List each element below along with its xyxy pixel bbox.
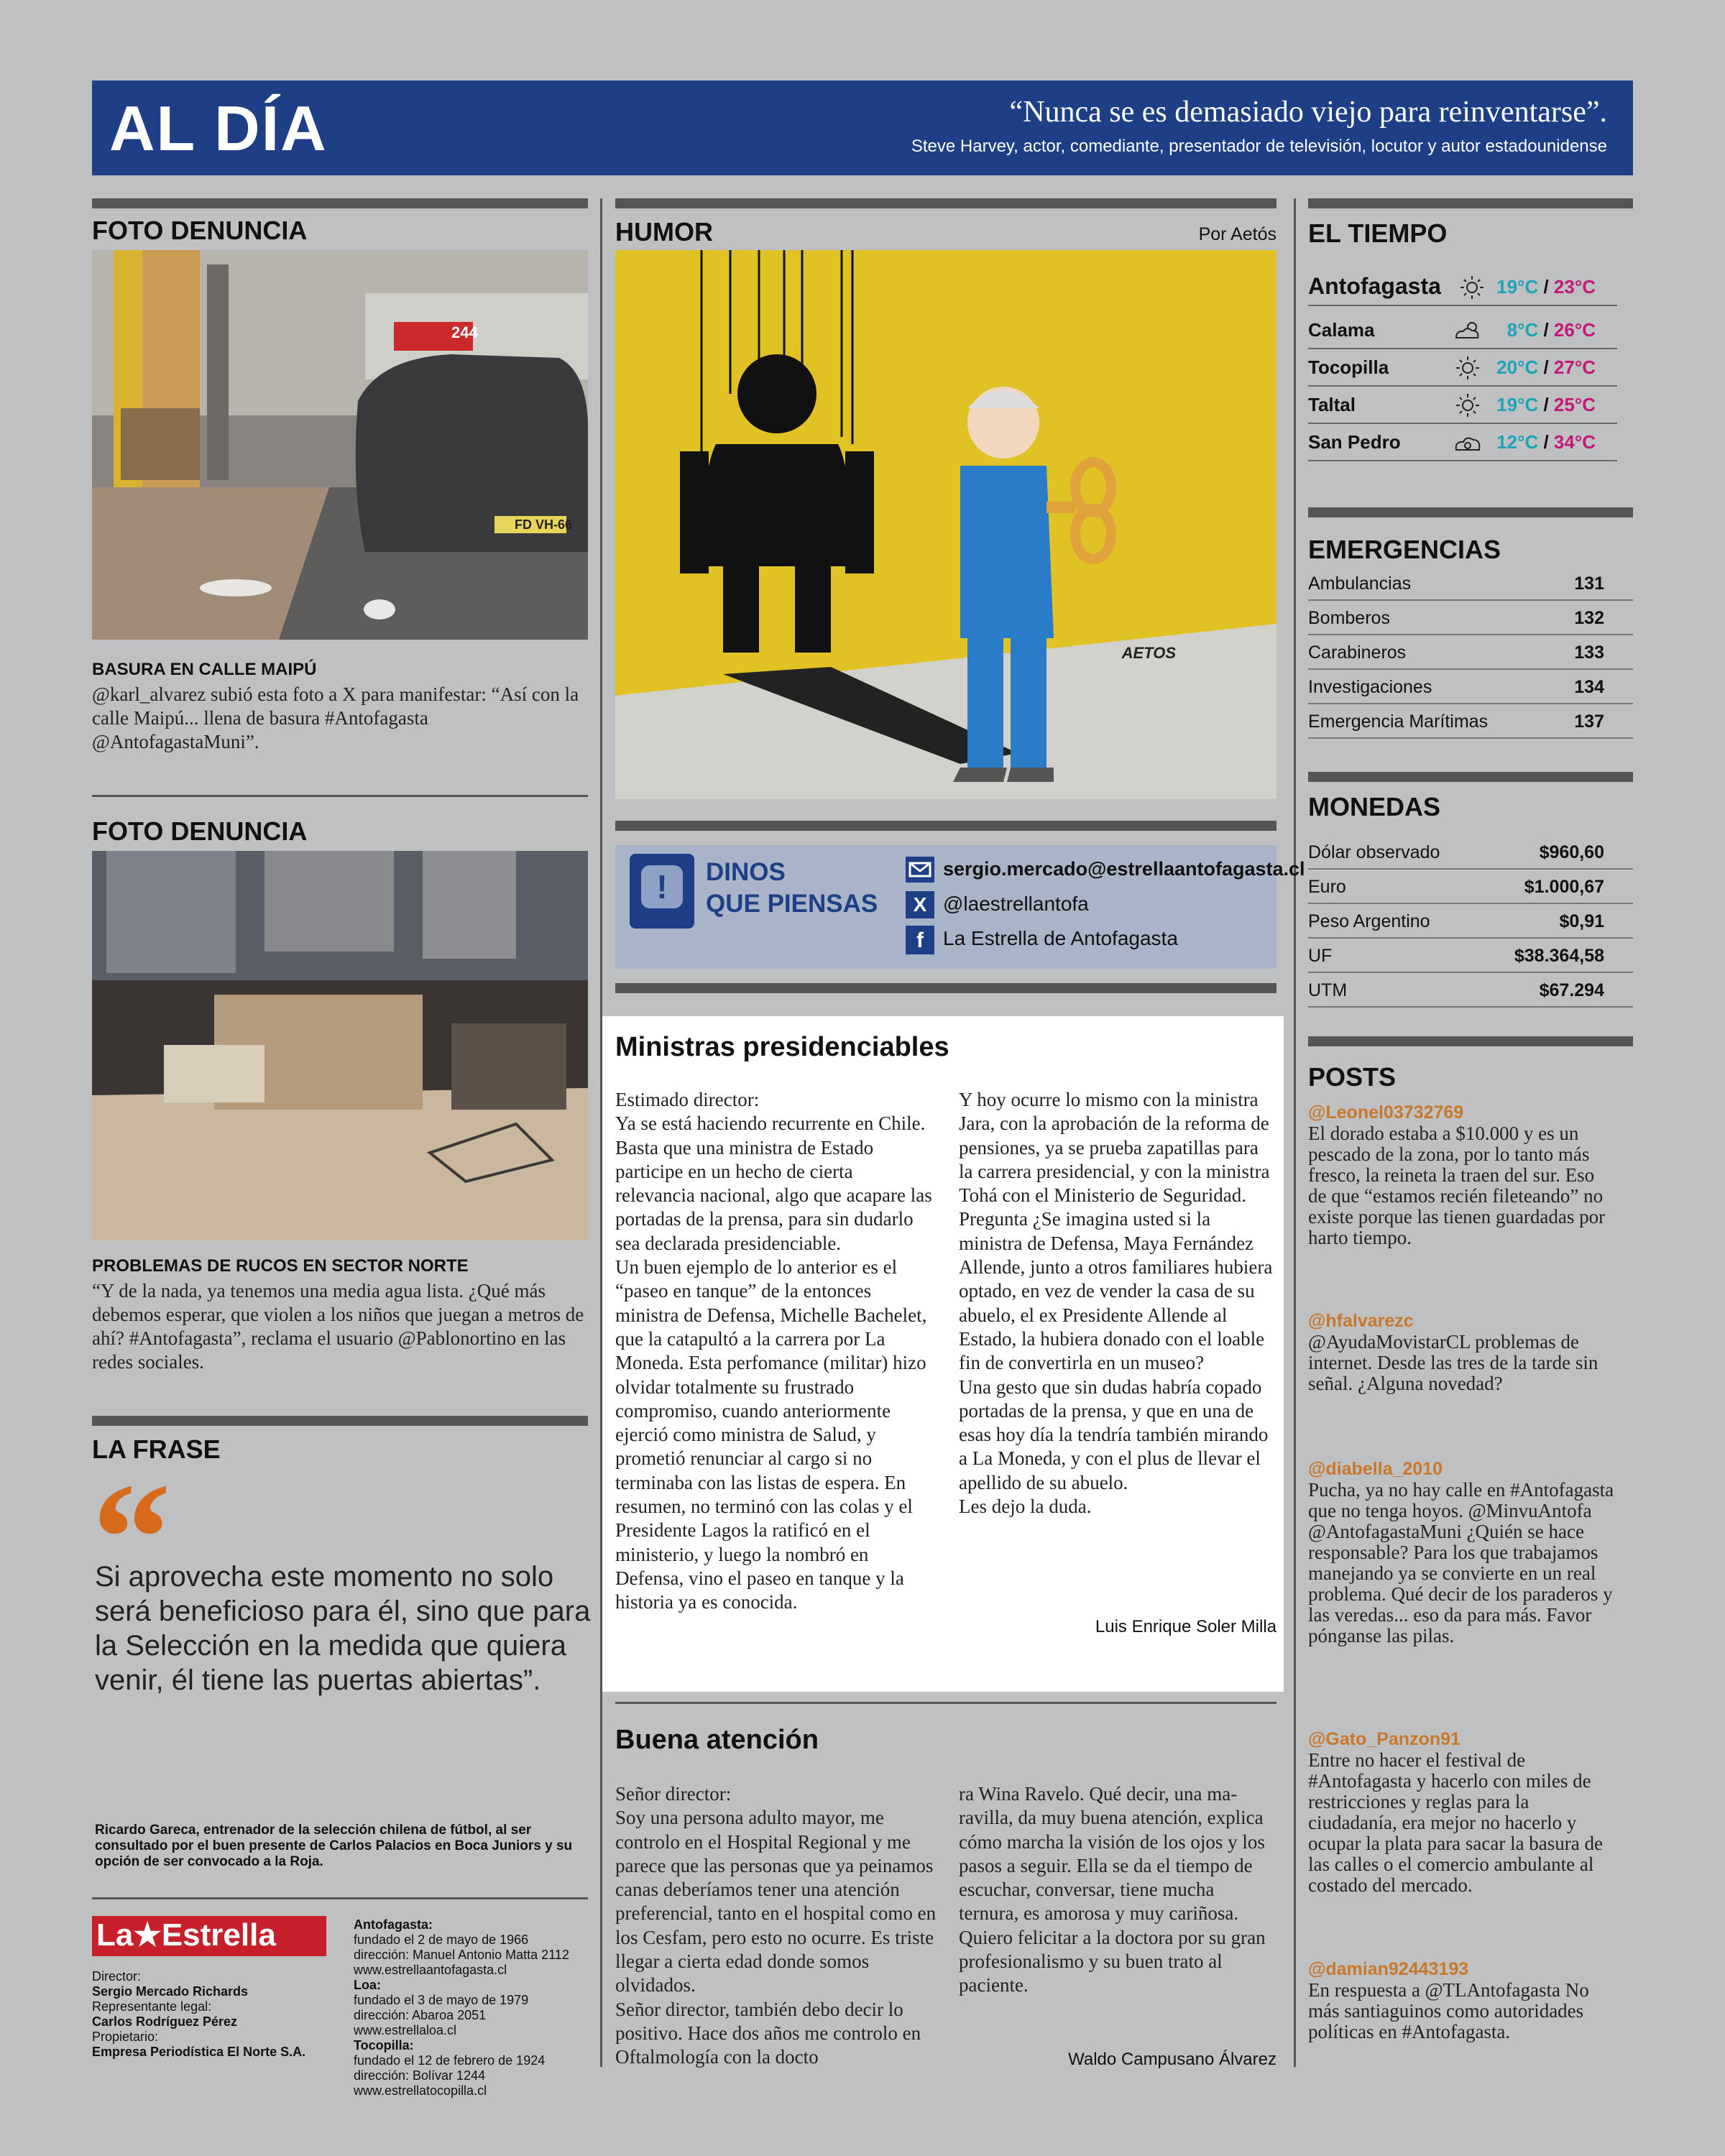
emergency-number: 137 xyxy=(1574,711,1604,732)
edition-founded: fundado el 12 de febrero de 1924 xyxy=(354,2053,546,2068)
humor-byline: Por Aetós xyxy=(1198,224,1276,244)
letter-1-column-2 xyxy=(959,1088,1276,1519)
emergency-number: 134 xyxy=(1574,677,1604,697)
temp-separator: / xyxy=(1538,319,1554,341)
post-item xyxy=(1308,1102,1617,1248)
letter-2-paragraph: ra Wina Ravelo. Qué decir, una maravilla, da muy buena atención, explica cómo marcha la visión de los ojos y los pasos a seguir. Ella se da el tiempo de escuchar, conversar, tiene mucha ternura, es amorosa y muy cariñosa. xyxy=(959,1783,1265,1925)
sun-icon xyxy=(1452,355,1484,381)
divider xyxy=(92,1897,588,1899)
weather-city: Antofagasta xyxy=(1308,273,1441,299)
edition-address: dirección: Manuel Antonio Matta 2112 xyxy=(354,1948,569,1962)
sun-icon xyxy=(1452,392,1484,418)
currency-row xyxy=(1308,904,1633,939)
edition-city: Loa: xyxy=(354,1978,381,1992)
legal-name: Carlos Rodríguez Pérez xyxy=(92,2014,238,2029)
post-text: Pucha, ya no hay calle en #Antofagasta que no tenga hoyos. @MinvuAntofa @AntofagastaMuni ¿Quién se hace responsable? Para los que trabajamos manejando ya se convierte en un real problema. Qué decir de los paraderos y las veredas... eso da para más. Favor pónganse las pilas. xyxy=(1308,1479,1614,1646)
emergency-row xyxy=(1308,704,1633,739)
colophon-staff xyxy=(92,1969,329,2060)
letter-2-paragraph: Soy una persona adulto mayor, me controlo en el Hospital Regional y me parece que las personas que ya peinamos canas deberíamos tener una atención preferencial, tanto en el hospital como en los Cesfam, pero esto no ocurre. Es triste llegar a cierta edad donde somos olvidados. xyxy=(615,1807,937,1996)
cloud-icon xyxy=(1452,430,1484,456)
post-text: Entre no hacer el festival de #Antofagasta y hacerlo con miles de restricciones y reglas para la ciudadanía, era mejor no hacerlo y ocupar la plata para sacar la basura de las calles o el comercio ambulante al costado del mercado. xyxy=(1308,1749,1604,1896)
currency-label: Dólar observado xyxy=(1308,842,1440,862)
edition-tocopilla xyxy=(354,2038,591,2099)
post-item xyxy=(1308,1959,1617,2042)
newspaper-logo xyxy=(92,1916,326,1956)
post-text: El dorado estaba a $10.000 y es un pescado de la zona, por lo tanto más fresco, la reineta la traen del sur. Eso de que “estamos recién fileteando” no existe porque las tienen guardadas por harto tiempo. xyxy=(1308,1123,1606,1248)
facebook-icon: f xyxy=(906,926,934,954)
contact-label-line2: QUE PIENSAS xyxy=(706,890,878,918)
emergency-label: Ambulancias xyxy=(1308,573,1412,594)
letter-1-closing: Les dejo la duda. xyxy=(959,1496,1092,1518)
section-rule xyxy=(615,821,1276,831)
logo-text-la: La xyxy=(96,1917,134,1953)
column-divider xyxy=(1294,198,1296,2067)
letter-1-salutation: Estimado director: xyxy=(615,1089,760,1110)
x-logo-icon: X xyxy=(906,891,934,918)
emergency-row xyxy=(1308,566,1633,601)
header-quote: “Nunca se es demasiado viejo para reinventarse”. xyxy=(1009,96,1607,129)
photo-report-1-title: BASURA EN CALLE MAIPÚ xyxy=(92,660,317,679)
header-quote-author: Steve Harvey, actor, comediante, presentador de televisión, locutor y autor estadounidense xyxy=(911,137,1607,156)
letter-1-paragraph: Y hoy ocurre lo mismo con la ministra Jara, con la aprobación de la reforma de pensiones, ya se prueba zapatillas para la carrera presidencial, y con la ministra Tohá con el Ministerio de Seguridad. xyxy=(959,1089,1270,1207)
cartoonist-signature: AETOS xyxy=(1121,644,1176,662)
currency-row xyxy=(1308,835,1633,870)
section-rule xyxy=(615,983,1276,993)
temp-min: 19°C xyxy=(1496,276,1539,298)
sun-icon xyxy=(1456,275,1488,300)
post-handle[interactable]: @hfalvarezc xyxy=(1308,1311,1414,1331)
temp-separator: / xyxy=(1538,431,1554,453)
quote-mark-icon: “ xyxy=(92,1450,171,1626)
letter-1-paragraph: Ya se está haciendo recurrente en Chile. Basta que una ministra de Estado participe en un hecho de cierta relevancia nacional, algo que acapare las portadas de la prensa, para sin dudarlo sea declarada presidenciable. xyxy=(615,1112,932,1254)
currency-label: Peso Argentino xyxy=(1308,911,1430,931)
post-text: @AyudaMovistarCL problemas de internet. Desde las tres de la tarde sin señal. ¿Alguna novedad? xyxy=(1308,1331,1598,1394)
quote-heading: LA FRASE xyxy=(92,1434,221,1464)
post-handle[interactable]: @Gato_Panzon91 xyxy=(1308,1729,1460,1749)
letter-2-column-1 xyxy=(615,1782,937,2070)
contact-box xyxy=(615,845,1305,969)
weather-city: Tocopilla xyxy=(1308,356,1389,378)
post-item xyxy=(1308,1311,1617,1394)
cartoon-illustration xyxy=(615,250,1276,799)
divider xyxy=(615,1702,1276,1704)
temp-max: 34°C xyxy=(1553,431,1596,453)
temp-max: 25°C xyxy=(1553,394,1596,415)
owner-label: Propietario: xyxy=(92,2030,159,2044)
weather-row xyxy=(1308,313,1617,349)
contact-x-handle[interactable]: @laestrellantofa xyxy=(943,893,1089,915)
post-handle[interactable]: @Leonel03732769 xyxy=(1308,1102,1464,1123)
edition-address: dirección: Abaroa 2051 xyxy=(354,2008,487,2022)
letter-1-signature: Luis Enrique Soler Milla xyxy=(1095,1617,1276,1636)
post-text: En respuesta a @TLAntofagasta No más santiaguinos como autoridades políticas en #Antofagasta. xyxy=(1308,1979,1589,2042)
letter-2-column-2 xyxy=(959,1782,1276,1998)
contact-facebook[interactable]: La Estrella de Antofagasta xyxy=(943,927,1178,949)
star-icon: ★ xyxy=(133,1917,162,1953)
speech-bubble-icon: ! xyxy=(630,854,694,929)
section-header xyxy=(92,80,1633,175)
edition-city: Antofagasta: xyxy=(354,1917,433,1932)
currency-value: $960,60 xyxy=(1539,842,1604,862)
temp-min: 12°C xyxy=(1496,431,1539,453)
post-handle[interactable]: @diabella_2010 xyxy=(1308,1459,1443,1479)
weather-city: Calama xyxy=(1308,319,1375,341)
photo-report-2-heading: FOTO DENUNCIA xyxy=(92,816,308,846)
emergency-label: Carabineros xyxy=(1308,642,1407,663)
edition-city: Tocopilla: xyxy=(354,2038,414,2053)
edition-founded: fundado el 3 de mayo de 1979 xyxy=(354,1993,529,2007)
post-handle[interactable]: @damian92443193 xyxy=(1308,1959,1469,1979)
temp-separator: / xyxy=(1538,394,1554,415)
currency-row xyxy=(1308,939,1633,973)
section-rule xyxy=(1308,1036,1633,1046)
quote-attribution: Ricardo Gareca, entrenador de la selección chilena de fútbol, al ser consultado por el buen presente de Carlos Palacios en Boca Juniors y su opción de ser convocado a la Roja. xyxy=(95,1823,573,1869)
currency-label: UTM xyxy=(1308,980,1348,1000)
legal-label: Representante legal: xyxy=(92,1999,212,2014)
photo-report-1-heading: FOTO DENUNCIA xyxy=(92,216,308,245)
emergencies-heading: EMERGENCIAS xyxy=(1308,535,1501,564)
license-plate: FD VH-66 xyxy=(515,517,573,532)
photo-report-1-text: @karl_alvarez subió esta foto a X para manifestar: “Así con la calle Maipú... llena de basura #Antofagasta @AntofagastaMuni”. xyxy=(92,683,579,752)
letter-1-paragraph: Un buen ejemplo de lo anterior es el “paseo en tanque” de la entonces ministra de Defensa, Michelle Bachelet, que la catapultó a la carrera por La Moneda. Esta perfomance (militar) hizo olvidar totalmente su frustrado compromiso, cuando anteriormente ejerció como ministra de Salud, y prometió renunciar al cargo si no terminaba con las listas de espera. En resumen, no terminó con las colas y el Presidente Lagos la ratificó en el ministerio, y luego la nombró en Defensa, vino el paseo en tanque y la historia ya es conocida. xyxy=(615,1256,927,1613)
temp-max: 26°C xyxy=(1553,319,1596,341)
weather-row xyxy=(1308,270,1617,306)
emergency-row xyxy=(1308,670,1633,704)
photo-shack xyxy=(92,851,588,1240)
edition-loa xyxy=(354,1978,591,2038)
currency-row xyxy=(1308,973,1633,1008)
taxi-sign-number: 244 xyxy=(451,323,478,341)
emergency-number: 131 xyxy=(1574,573,1604,594)
section-rule xyxy=(1308,772,1633,782)
letter-2-paragraph: Quiero felicitar a la doctora por su gran profesionalismo y su buen trato al paciente. xyxy=(959,1926,1266,1996)
post-item xyxy=(1308,1729,1617,1896)
humor-heading: HUMOR xyxy=(615,217,713,247)
emergency-number: 132 xyxy=(1574,608,1604,628)
photo-report-2-title: PROBLEMAS DE RUCOS EN SECTOR NORTE xyxy=(92,1256,469,1276)
letter-2-title: Buena atención xyxy=(615,1725,819,1755)
email-icon xyxy=(906,857,934,883)
edition-web[interactable]: www.estrellaantofagasta.cl xyxy=(354,1963,507,1977)
colophon-editions xyxy=(354,1917,591,2099)
emergency-label: Bomberos xyxy=(1308,608,1390,628)
post-item xyxy=(1308,1459,1617,1646)
photo-report-2-text: “Y de la nada, ya tenemos una media agua lista. ¿Qué más debemos esperar, que violen a los niños que juegan a metros de ahí? #Antofagasta”, reclama el usuario @Pablonortino en las redes sociales. xyxy=(92,1280,584,1373)
temp-min: 8°C xyxy=(1506,319,1539,341)
divider xyxy=(92,795,588,797)
section-rule xyxy=(1308,198,1633,208)
edition-antofagasta xyxy=(354,1917,591,1978)
currency-row xyxy=(1308,870,1633,904)
letter-1-title: Ministras presidenciables xyxy=(615,1032,949,1062)
weather-row xyxy=(1308,425,1617,461)
currency-value: $1.000,67 xyxy=(1524,877,1604,897)
currency-value: $0,91 xyxy=(1559,911,1604,931)
section-name: AL DÍA xyxy=(109,93,328,164)
cloud-sun-icon xyxy=(1452,318,1484,344)
section-rule xyxy=(1308,507,1633,517)
section-rule xyxy=(92,1416,588,1426)
emergency-number: 133 xyxy=(1574,642,1604,663)
featured-quote: Si aprovecha este momento no solo será beneficioso para él, sino que para la Selección en la medida que quiera venir, él tiene las puertas abiertas”. xyxy=(95,1561,591,1696)
weather-row xyxy=(1308,388,1617,424)
section-rule xyxy=(615,198,1276,208)
letter-1-column-1 xyxy=(615,1088,937,1615)
photo-street-garbage xyxy=(92,250,588,640)
temp-max: 27°C xyxy=(1553,356,1596,378)
currencies-heading: MONEDAS xyxy=(1308,792,1441,821)
letter-1-paragraph: Una gesto que sin dudas habría copado portadas de la prensa, y que en una de esas hoy día la tendría también mirando a La Moneda, y con el plus de llevar el apellido de su abuelo. xyxy=(959,1376,1269,1493)
section-rule xyxy=(92,198,588,208)
letter-2-salutation: Señor director: xyxy=(615,1783,732,1805)
temp-separator: / xyxy=(1538,276,1554,298)
edition-web[interactable]: www.estrellaloa.cl xyxy=(354,2023,457,2037)
owner-name: Empresa Periodística El Norte S.A. xyxy=(92,2045,306,2059)
temp-max: 23°C xyxy=(1553,276,1596,298)
director-label: Director: xyxy=(92,1969,142,1984)
contact-label xyxy=(706,857,878,920)
currency-label: Euro xyxy=(1308,877,1346,897)
letter-1-paragraph: Pregunta ¿Se imagina usted si la ministra de Defensa, Maya Fernández Allende, junto a otros familiares hubiera optado, en vez de vender la casa de su abuelo, el ex Presidente Allende al Estado, la hubiera donado con el loable fin de convertirla en un museo? xyxy=(959,1208,1273,1374)
director-name: Sergio Mercado Richards xyxy=(92,1984,249,1999)
temp-min: 20°C xyxy=(1496,356,1539,378)
edition-web[interactable]: www.estrellatocopilla.cl xyxy=(354,2083,487,2098)
currency-value: $38.364,58 xyxy=(1514,946,1604,966)
weather-city: San Pedro xyxy=(1308,431,1401,453)
currency-label: UF xyxy=(1308,946,1333,966)
weather-heading: EL TIEMPO xyxy=(1308,218,1448,248)
emergency-row xyxy=(1308,601,1633,635)
contact-email[interactable]: sergio.mercado@estrellaantofagasta.cl xyxy=(943,858,1305,880)
currency-value: $67.294 xyxy=(1539,980,1604,1000)
contact-label-line1: DINOS xyxy=(706,858,786,886)
edition-founded: fundado el 2 de mayo de 1966 xyxy=(354,1932,529,1947)
temp-min: 19°C xyxy=(1496,394,1539,415)
posts-heading: POSTS xyxy=(1308,1062,1397,1092)
weather-row xyxy=(1308,351,1617,387)
letter-2-signature: Waldo Campusano Álvarez xyxy=(1068,2050,1276,2069)
temp-separator: / xyxy=(1538,356,1554,378)
emergency-label: Emergencia Marítimas xyxy=(1308,711,1489,732)
emergency-label: Investigaciones xyxy=(1308,677,1432,697)
letter-2-paragraph: Señor director, también debo decir lo positivo. Hace dos años me controlo en Oftalmología con la docto xyxy=(615,1998,921,2068)
emergency-row xyxy=(1308,635,1633,670)
edition-address: dirección: Bolívar 1244 xyxy=(354,2068,486,2083)
weather-city: Taltal xyxy=(1308,394,1356,415)
logo-text-estrella: Estrella xyxy=(161,1917,276,1953)
